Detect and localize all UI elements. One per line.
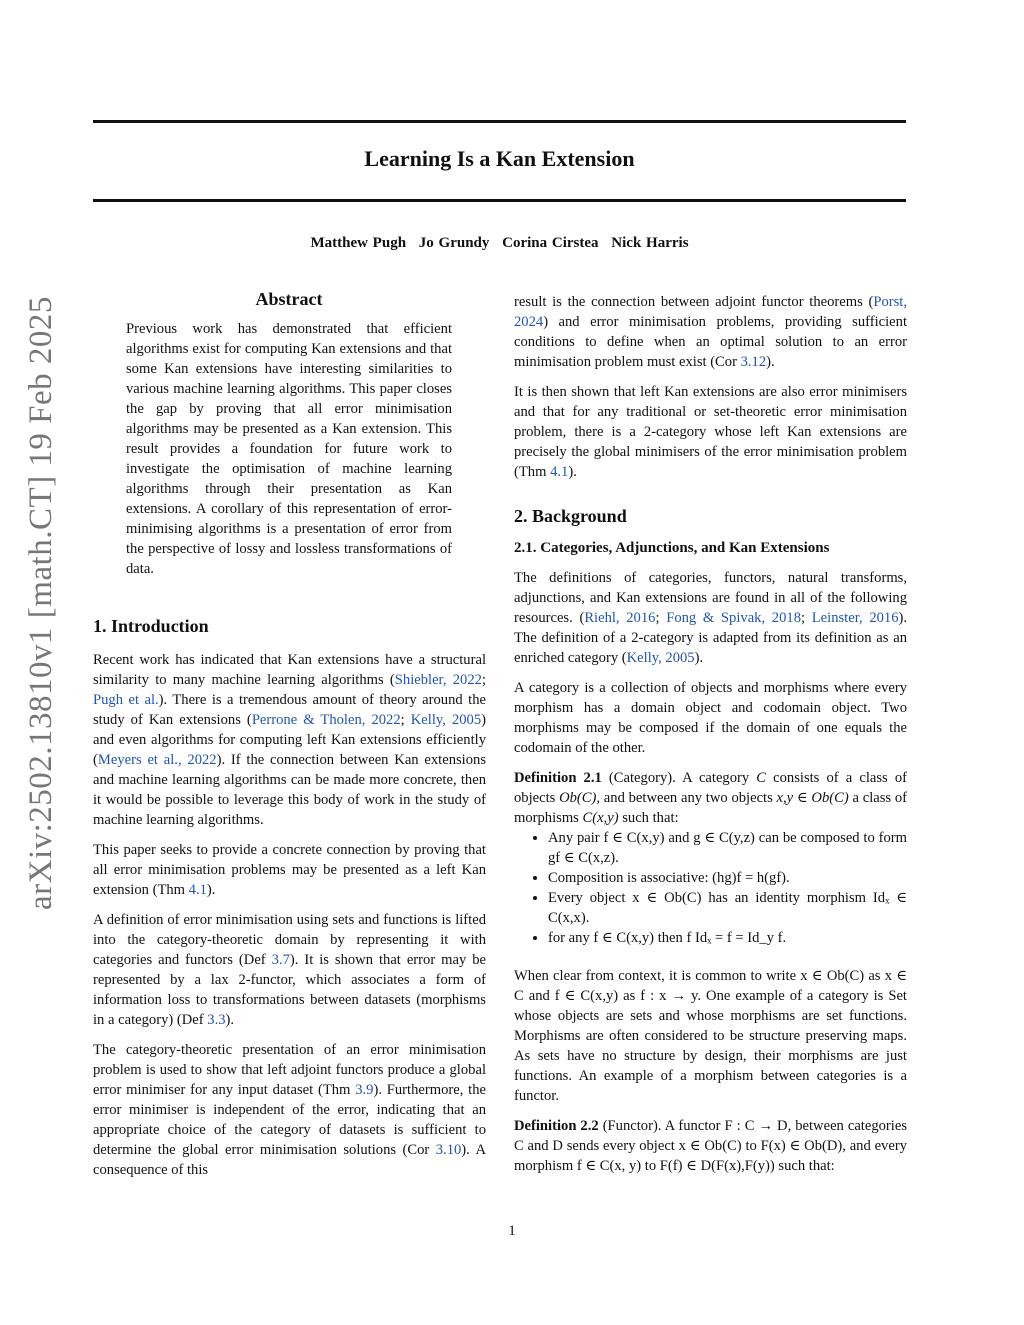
citation-link[interactable]: Porst, 2024 <box>514 294 907 330</box>
author-list <box>93 235 906 252</box>
author-name: Corina Cirstea <box>502 235 599 251</box>
body-paragraph: A category is a collection of objects and morphisms where every morphism has a domain object and codomain object. Two morphisms may be composed if the domain of one equals the codomain of the other. <box>514 680 907 756</box>
cross-reference-link[interactable]: 3.7 <box>271 952 290 968</box>
definition-label: Definition 2.1 <box>514 770 602 786</box>
citation-link[interactable]: Shiebler, 2022 <box>394 672 482 688</box>
citation-link[interactable]: Kelly, 2005 <box>626 650 695 666</box>
citation-link[interactable]: Riehl, 2016 <box>584 610 656 626</box>
cross-reference-link[interactable]: 4.1 <box>550 464 569 480</box>
citation-link[interactable]: Kelly, 2005 <box>410 712 482 728</box>
list-item: • for any f ∈ C(x,y) then f Idₓ = f = Id_y f. <box>548 928 907 948</box>
intro-paragraph: Recent work has indicated that Kan extensions have a structural similarity to many machine learning algorithms (Shiebler, 2022; Pugh et al.). There is a tremendous amount of theory around the study of Kan extensions (Perrone & Tholen, 2022; Kelly, 2005) and even algorithms for computing left Kan extensions efficiently (Meyers et al., 2022). If the connection between Kan extensions and machine learning algorithms can be made more concrete, then it would be possible to leverage this body of work in the study of machine learning algorithms. <box>93 652 487 828</box>
cross-reference-link[interactable]: 3.10 <box>435 1142 462 1158</box>
page-number: 1 <box>508 1223 516 1239</box>
citation-link[interactable]: Leinster, 2016 <box>811 610 899 626</box>
citation-link[interactable]: Fong & Spivak, 2018 <box>666 610 801 626</box>
cross-reference-link[interactable]: 3.12 <box>740 354 767 370</box>
definition-bullet-list <box>514 828 907 948</box>
section-heading-background: 2. Background <box>514 506 627 526</box>
section-heading-introduction: 1. Introduction <box>93 616 209 636</box>
title-rule-bottom <box>93 199 906 202</box>
list-item: • Every object x ∈ Ob(C) has an identity morphism Idₓ ∈ C(x,x). <box>548 888 907 928</box>
cross-reference-link[interactable]: 3.3 <box>207 1012 226 1028</box>
intro-paragraph: This paper seeks to provide a concrete connection by proving that all error minimisation problems may be presented as a left Kan extension (Thm 4.1). <box>93 842 486 898</box>
left-column <box>93 650 486 1190</box>
author-name: Matthew Pugh <box>310 235 407 251</box>
cross-reference-link[interactable]: 3.9 <box>355 1082 374 1098</box>
intro-paragraph: A definition of error minimisation using sets and functions is lifted into the category-theoretic domain by representing it with categories and functors (Def 3.7). It is shown that error may be represented by a lax 2-functor, which associates a form of information loss to transformations between datasets (morphisms in a category) (Def 3.3). <box>93 912 486 1028</box>
abstract-heading: Abstract <box>255 289 323 309</box>
body-paragraph: It is then shown that left Kan extensions are also error minimisers and that for any traditional or set-theoretic error minimisation problem, there is a 2-category whose left Kan extensions are precisely the global minimisers of the error minimisation problem (Thm 4.1). <box>514 384 907 480</box>
author-name: Jo Grundy <box>418 235 490 251</box>
body-paragraph: result is the connection between adjoint functor theorems (Porst, 2024) and error minimisation problems, providing sufficient conditions to define when an optimal solution to an error minimisation problem must exist (Cor 3.12). <box>514 294 907 370</box>
right-column <box>514 292 907 1186</box>
arxiv-identifier: arXiv:2502.13810v1 [math.CT] 19 Feb 2025 <box>23 296 59 910</box>
citation-link[interactable]: Meyers et al., 2022 <box>97 752 217 768</box>
citation-link[interactable]: Perrone & Tholen, 2022 <box>251 712 401 728</box>
abstract-text: Previous work has demonstrated that efficient algorithms exist for computing Kan extensions and that some Kan extensions have interesting similarities to various machine learning algorithms. This paper closes the gap by proving that all error minimisation algorithms may be presented as a Kan extension. This result provides a foundation for future work to investigate the optimisation of machine learning algorithms through their presentation as Kan extensions. A corollary of this representation of error-minimising algorithms is a presentation of error from the perspective of lossy and lossless transformations of data. <box>126 321 452 577</box>
list-item: • Any pair f ∈ C(x,y) and g ∈ C(y,z) can be composed to form gf ∈ C(x,z). <box>548 828 907 868</box>
list-item: • Composition is associative: (hg)f = h(gf). <box>548 868 907 888</box>
cross-reference-link[interactable]: 4.1 <box>188 882 207 898</box>
paper-title: Learning Is a Kan Extension <box>364 146 635 171</box>
title-rule-top <box>93 120 906 123</box>
intro-paragraph: The category-theoretic presentation of an error minimisation problem is used to show that left adjoint functors produce a global error minimiser for any input dataset (Thm 3.9). Furthermore, the error minimiser is independent of the error, indicating that an appropriate choice of the category of datasets is sufficient to determine the global error minimisation solutions (Cor 3.10). A consequence of this <box>93 1042 487 1178</box>
definition-functor: Definition 2.2 (Functor). A functor F : C → D, between categories C and D sends every object x ∈ Ob(C) to F(x) ∈ Ob(D), and every morphism f ∈ C(x, y) to F(f) ∈ D(F(x),F(y)) such that: <box>514 1118 908 1174</box>
citation-link[interactable]: Pugh et al. <box>93 692 159 708</box>
definition-label: Definition 2.2 <box>514 1118 599 1134</box>
author-name: Nick Harris <box>611 235 689 251</box>
body-paragraph: When clear from context, it is common to write x ∈ Ob(C) as x ∈ C and f ∈ C(x,y) as f : x → y. One example of a category is Set whose objects are sets and whose morphisms are set functions. Morphisms are often considered to be structure preserving maps. As sets have no structure by design, their morphisms are just functions. An example of a morphism between categories is a functor. <box>514 968 907 1104</box>
definition-category: Definition 2.1 (Category). A category C consists of a class of objects Ob(C), and between any two objects x,y ∈ Ob(C) a class of morphisms C(x,y) such that: <box>514 770 907 826</box>
body-paragraph: The definitions of categories, functors, natural transforms, adjunctions, and Kan extensions are found in all of the following resources. (Riehl, 2016; Fong & Spivak, 2018; Leinster, 2016). The definition of a 2-category is adapted from its definition as an enriched category (Kelly, 2005). <box>514 570 908 666</box>
subsection-heading: 2.1. Categories, Adjunctions, and Kan Extensions <box>514 540 830 556</box>
